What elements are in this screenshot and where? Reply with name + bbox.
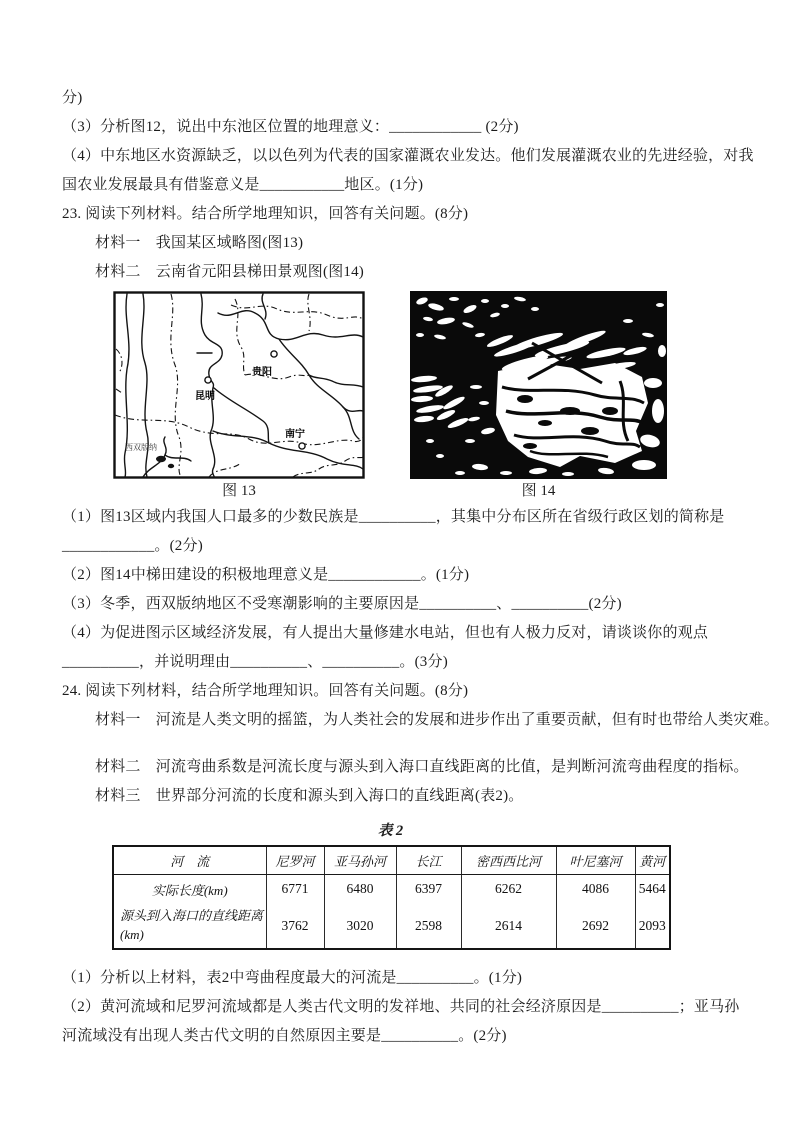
q22-part3-line: （3）分析图12，说出中东池区位置的地理意义：____________ (2分) xyxy=(62,119,519,135)
q23-sub3: （3）冬季，西双版纳地区不受寒潮影响的主要原因是__________、__________(2分) xyxy=(62,596,622,612)
table-header-cell: 密西西比河 xyxy=(461,846,556,874)
table-cell: 4086 xyxy=(556,874,635,904)
table-header-cell: 尼罗河 xyxy=(266,846,324,874)
city-label-nanning: 南宁 xyxy=(285,429,305,440)
q24-sub2-line1: （2）黄河流域和尼罗河流域都是人类古代文明的发祥地、共同的社会经济原因是__________；亚马孙 xyxy=(62,998,740,1015)
q23-sub1-line2: ____________。(2分) xyxy=(62,538,203,554)
q23-stem: 23. 阅读下列材料。结合所学地理知识，回答有关问题。(8分) xyxy=(62,206,469,222)
rivers-table xyxy=(112,845,671,950)
region-map-figure xyxy=(113,291,365,479)
figure-13 xyxy=(113,291,365,503)
q23-material2: 材料二 云南省元阳县梯田景观图(图14) xyxy=(95,264,364,280)
table-row-length xyxy=(113,874,670,904)
q23-material1: 材料一 我国某区域略图(图13) xyxy=(95,235,304,251)
table-header-cell: 亚马孙河 xyxy=(324,846,396,874)
figure-14-caption: 图 14 xyxy=(521,483,556,499)
q24-stem: 24. 阅读下列材料，结合所学地理知识。回答有关问题。(8分) xyxy=(62,683,469,699)
table-cell: 6262 xyxy=(461,874,556,904)
table-cell: 6771 xyxy=(266,874,324,904)
q24-material1: 材料一 河流是人类文明的摇篮，为人类社会的发展和进步作出了重要贡献，但有时也带给人类灾难。 xyxy=(95,712,780,728)
table-header-row xyxy=(113,846,670,874)
table-header-cell: 黄河 xyxy=(635,846,670,874)
q23-sub2: （2）图14中梯田建设的积极地理意义是____________。(1分) xyxy=(62,567,470,583)
q23-sub4-line1: （4）为促进图示区域经济发展，有人提出大量修建水电站，但也有人极力反对，请谈谈你的观点 xyxy=(62,625,709,641)
table-row-distance xyxy=(113,904,670,949)
table-cell: 2093 xyxy=(635,904,670,949)
figures-row xyxy=(113,291,739,503)
table-cell: 5464 xyxy=(635,874,670,904)
table-cell: 3762 xyxy=(266,904,324,949)
q24-sub2-line2: 河流域没有出现人类古代文明的自然原因主要是__________。(2分) xyxy=(62,1027,507,1044)
q22-part4-line2: 国农业发展最具有借鉴意义是___________地区。(1分) xyxy=(62,177,424,193)
terrace-photo-figure xyxy=(410,291,667,479)
table-header-cell: 河 流 xyxy=(113,846,266,874)
table-header-cell: 长江 xyxy=(396,846,461,874)
table-header-cell: 叶尼塞河 xyxy=(556,846,635,874)
q24-sub1: （1）分析以上材料，表2中弯曲程度最大的河流是__________。(1分) xyxy=(62,969,523,986)
q22-part4-line1: （4）中东地区水资源缺乏，以以色列为代表的国家灌溉农业发达。他们发展灌溉农业的先进经验，对我 xyxy=(62,148,754,164)
figure-14 xyxy=(410,291,667,503)
city-marker-nanning xyxy=(299,443,305,449)
table-cell: 6397 xyxy=(396,874,461,904)
city-marker-guiyang xyxy=(271,351,277,357)
q23-sub1-line1: （1）图13区域内我国人口最多的少数民族是__________，其集中分布区所在省级行政区划的简称是 xyxy=(62,509,725,525)
table-cell: 2692 xyxy=(556,904,635,949)
table-cell: 2614 xyxy=(461,904,556,949)
table-cell: 2598 xyxy=(396,904,461,949)
table-cell: 6480 xyxy=(324,874,396,904)
table-row-label: 源头到入海口的直线距离(km) xyxy=(120,908,264,942)
table-row-label: 实际长度(km) xyxy=(151,882,228,898)
q24-material3: 材料三 世界部分河流的长度和源头到入海口的直线距离(表2)。 xyxy=(95,788,524,804)
city-label-kunming: 昆明 xyxy=(195,391,215,402)
q23-sub4-line2: __________，并说明理由__________、__________。(3分) xyxy=(62,654,448,670)
table-title: 表 2 xyxy=(377,823,404,839)
region-label-xishuangbanna: 西双版纳 xyxy=(125,443,157,452)
city-marker-kunming xyxy=(205,377,211,383)
q24-material2: 材料二 河流弯曲系数是河流长度与源头到入海口直线距离的比值，是判断河流弯曲程度的指标。 xyxy=(95,759,749,775)
city-label-guiyang: 贵阳 xyxy=(252,367,272,378)
figure-13-caption: 图 13 xyxy=(222,483,256,499)
wrapped-tail-line: 分) xyxy=(62,90,83,106)
table-cell: 3020 xyxy=(324,904,396,949)
